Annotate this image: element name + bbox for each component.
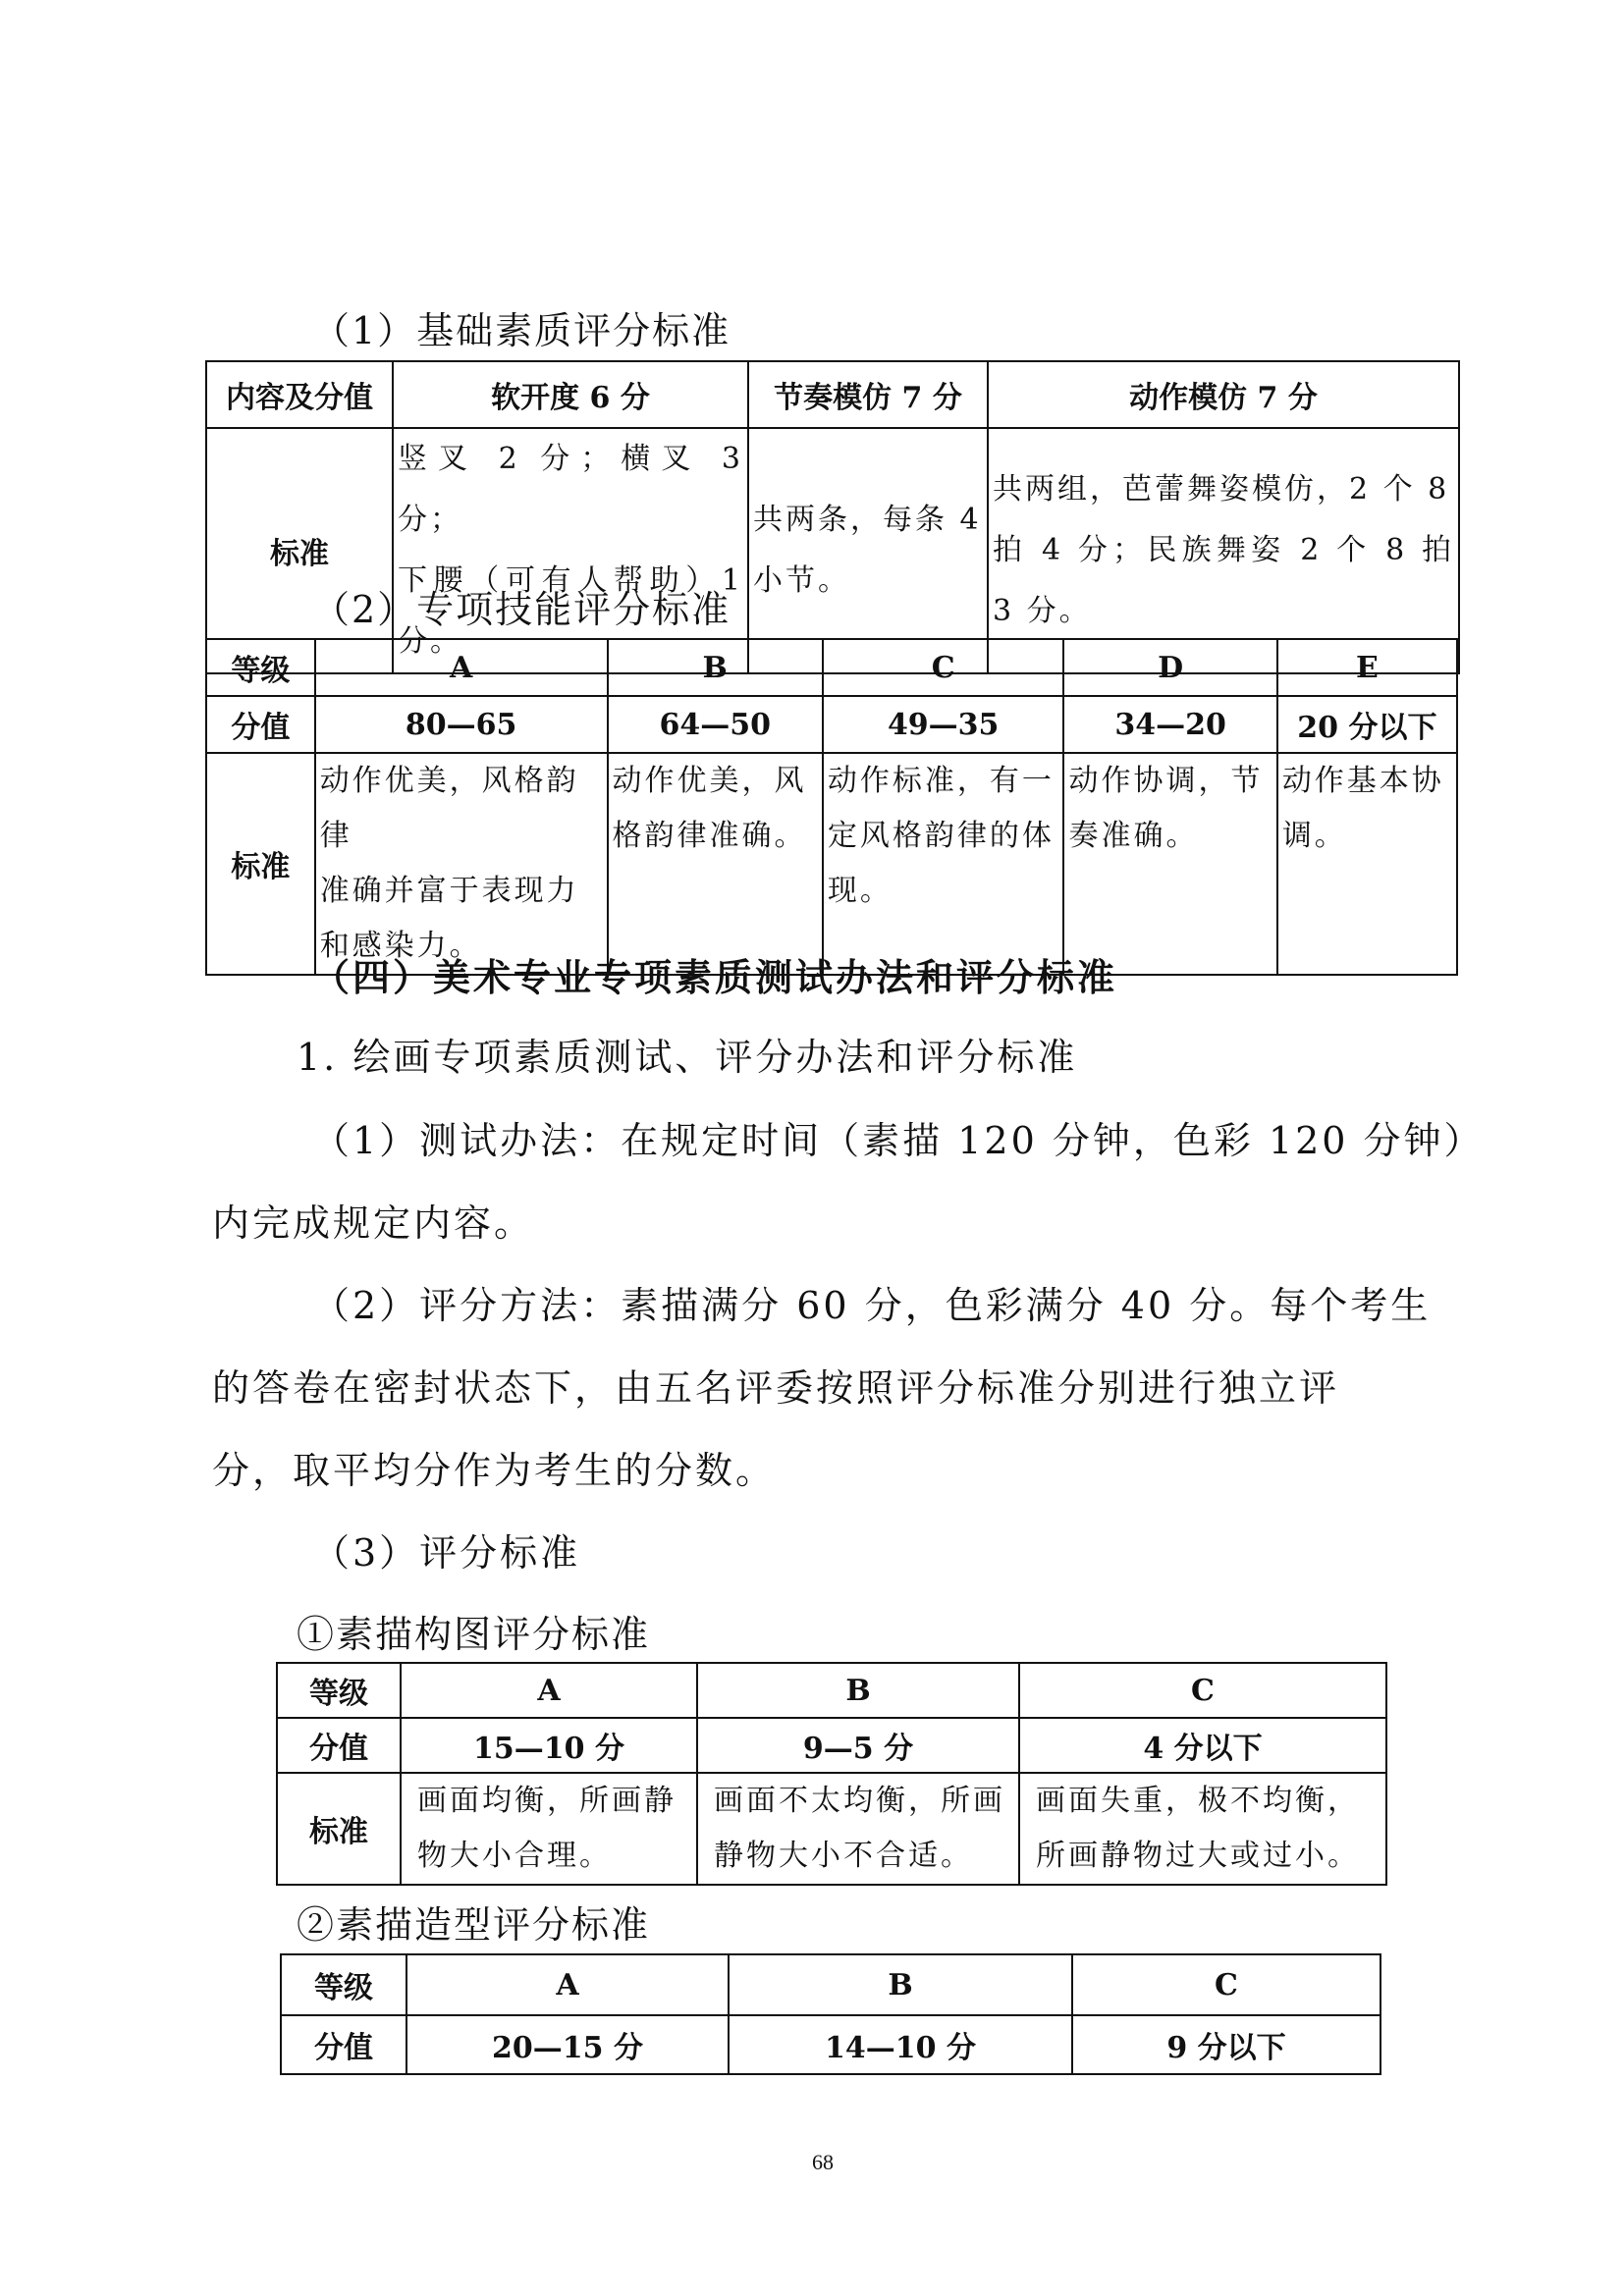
score-b: 9—5 分 xyxy=(697,1718,1019,1773)
method-line-2: 内完成规定内容。 xyxy=(212,1201,535,1245)
cell-flexibility-standard xyxy=(393,428,748,673)
standard-d xyxy=(1063,753,1276,975)
cell-line: 现。 xyxy=(827,874,893,908)
score-a: 15—10 分 xyxy=(401,1718,697,1773)
cell-rhythm-standard xyxy=(748,428,988,673)
cell-line: 画面不太均衡，所画 xyxy=(714,1784,1005,1818)
section1-title: （1）基础素质评分标准 xyxy=(312,309,731,352)
grade-c: C xyxy=(823,639,1064,696)
cell-line: 下腰（可有人帮助）1 分。 xyxy=(398,563,743,659)
cell-line: 所画静物过大或过小。 xyxy=(1036,1839,1360,1873)
score-c: 4 分以下 xyxy=(1019,1718,1386,1773)
grade-d: D xyxy=(1063,639,1276,696)
label-standard: 标准 xyxy=(206,753,315,975)
score-a: 80—65 xyxy=(315,696,608,753)
label-score: 分值 xyxy=(206,696,315,753)
score-c: 49—35 xyxy=(823,696,1064,753)
grade-a: A xyxy=(315,639,608,696)
score-e: 20 分以下 xyxy=(1277,696,1457,753)
grade-a: A xyxy=(401,1663,697,1718)
section2-title: （2）专项技能评分标准 xyxy=(312,588,731,631)
label-standard: 标准 xyxy=(277,1773,401,1885)
item1-title: 1. 绘画专项素质测试、评分办法和评分标准 xyxy=(297,1036,1078,1079)
modeling-table xyxy=(280,1953,1381,2075)
score-c: 9 分以下 xyxy=(1072,2015,1380,2074)
header-flexibility: 软开度 6 分 xyxy=(393,361,748,428)
label-score: 分值 xyxy=(277,1718,401,1773)
composition-table xyxy=(276,1662,1387,1886)
score-b: 14—10 分 xyxy=(729,2015,1072,2074)
grade-b: B xyxy=(697,1663,1019,1718)
cell-line: 格韵律准确。 xyxy=(612,819,807,853)
sub2-title: ②素描造型评分标准 xyxy=(297,1903,651,1947)
cell-line: 动作优美，风 xyxy=(612,764,807,798)
standard-c xyxy=(823,753,1064,975)
scoring-line-2: 的答卷在密封状态下，由五名评委按照评分标准分别进行独立评 xyxy=(212,1366,1340,1410)
cell-line: 画面均衡，所画静 xyxy=(417,1784,677,1818)
label-grade: 等级 xyxy=(206,639,315,696)
grade-b: B xyxy=(608,639,823,696)
cell-line: 动作协调，节 xyxy=(1068,764,1264,798)
label-grade: 等级 xyxy=(277,1663,401,1718)
cell-line: 画面失重，极不均衡， xyxy=(1036,1784,1360,1818)
cell-movement-standard xyxy=(988,428,1459,673)
standard-b xyxy=(697,1773,1019,1885)
scoring-line-3: 分，取平均分作为考生的分数。 xyxy=(212,1449,777,1492)
header-movement: 动作模仿 7 分 xyxy=(988,361,1459,428)
score-d: 34—20 xyxy=(1063,696,1276,753)
cell-line: 动作优美，风格韵律 xyxy=(319,764,579,853)
cell-line: 奏准确。 xyxy=(1068,819,1199,853)
cell-line: 共两条，每条 4 xyxy=(753,503,982,537)
criteria-title: （3）评分标准 xyxy=(312,1531,581,1575)
label-grade: 等级 xyxy=(281,1954,406,2015)
score-a: 20—15 分 xyxy=(406,2015,729,2074)
header-rhythm: 节奏模仿 7 分 xyxy=(748,361,988,428)
cell-line: 准确并富于表现力 xyxy=(319,874,579,908)
section4-heading: （四）美术专业专项素质测试办法和评分标准 xyxy=(312,955,1118,999)
score-b: 64—50 xyxy=(608,696,823,753)
method-line-1: （1）测试办法：在规定时间（素描 120 分钟，色彩 120 分钟） xyxy=(312,1119,1485,1162)
header-content-score: 内容及分值 xyxy=(206,361,393,428)
scoring-line-1: （2）评分方法：素描满分 60 分，色彩满分 40 分。每个考生 xyxy=(312,1284,1432,1327)
cell-line: 动作基本协 xyxy=(1281,764,1444,798)
cell-line: 竖叉 2 分；横叉 3 分； xyxy=(398,442,743,537)
cell-line: 动作标准，有一 xyxy=(827,764,1055,798)
cell-line: 定风格韵律的体 xyxy=(827,819,1055,853)
cell-line: 共两组，芭蕾舞姿模仿，2 个 8 xyxy=(993,472,1450,507)
grade-e: E xyxy=(1277,639,1457,696)
cell-line: 拍 4 分；民族舞姿 2 个 8 拍 3 分。 xyxy=(993,533,1454,628)
grade-b: B xyxy=(729,1954,1072,2015)
standard-a xyxy=(315,753,608,975)
page-number: 68 xyxy=(812,2150,834,2174)
cell-line: 小节。 xyxy=(753,563,850,598)
grade-c: C xyxy=(1072,1954,1380,2015)
label-score: 分值 xyxy=(281,2015,406,2074)
cell-line: 静物大小不合适。 xyxy=(714,1839,973,1873)
standard-a xyxy=(401,1773,697,1885)
standard-e xyxy=(1277,753,1457,975)
grade-c: C xyxy=(1019,1663,1386,1718)
sub1-title: ①素描构图评分标准 xyxy=(297,1613,651,1656)
cell-line: 调。 xyxy=(1281,819,1347,853)
grade-a: A xyxy=(406,1954,729,2015)
skill-table xyxy=(205,638,1458,976)
standard-b xyxy=(608,753,823,975)
row-label-standard: 标准 xyxy=(206,428,393,673)
cell-line: 和感染力。 xyxy=(319,929,482,963)
standard-c xyxy=(1019,1773,1386,1885)
cell-line: 物大小合理。 xyxy=(417,1839,612,1873)
